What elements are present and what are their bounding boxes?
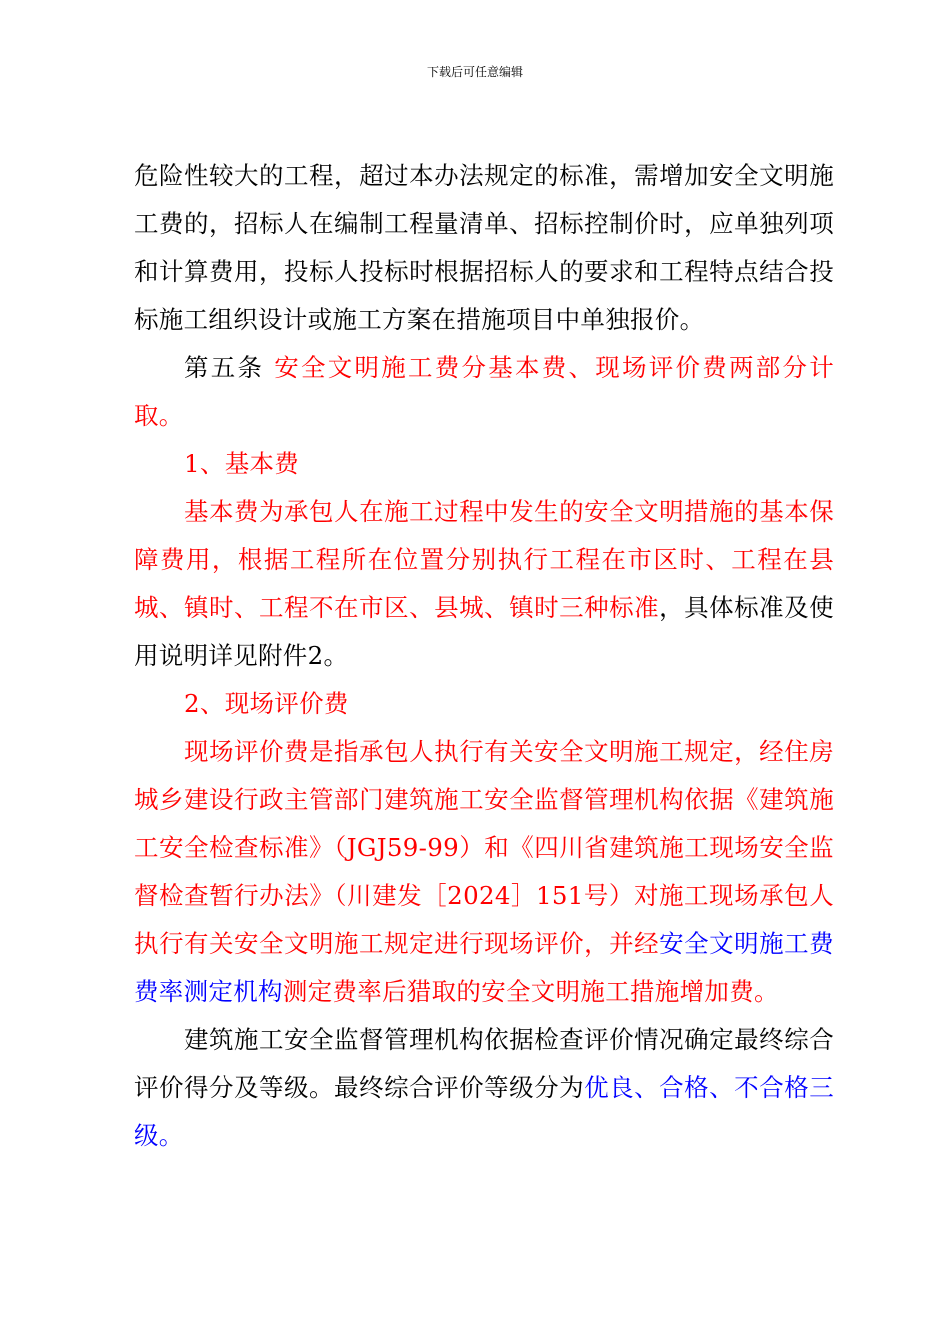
site-evaluation-text-2: 测定费率后猎取的安全文明施工措施增加费。 [282, 977, 779, 1006]
evaluation-grades: 优良、合格、不合格三级。 [134, 1073, 835, 1150]
site-evaluation-paragraph [134, 728, 834, 1016]
section-heading-text: 1、基本费 [184, 449, 300, 478]
document-body [134, 152, 834, 1160]
basic-fee-text: 基本费为承包人在施工过程中发生的安全文明措施的基本保障费用，根据工程所在位置分别执行工程在市区时、工程在县城、镇时、工程不在市区、县城、镇时三种标准 [134, 497, 834, 622]
basic-fee-paragraph [134, 488, 834, 680]
page-header: 下载后可任意编辑 [426, 65, 523, 79]
site-evaluation-agency: 安全文明施工费费率测定机构 [134, 929, 834, 1006]
basic-fee-note: ，具体标准及使用说明详见附件2。 [134, 593, 834, 670]
site-evaluation-text-1: 现场评价费是指承包人执行有关安全文明施工规定，经住房城乡建设行政主管部门建筑施工安全监督管理机构依据《建筑施工安全检查标准》（JGJ59-99）和《四川省建筑施工现场安全监督检查暂行办法》（川建发［2024］151号）对施工现场承包人执行有关安全文明施工规定进行现场评价，并经 [134, 737, 834, 958]
section-heading-text: 2、现场评价费 [184, 689, 349, 718]
final-evaluation-text: 建筑施工安全监督管理机构依据检查评价情况确定最终综合评价得分及等级。最终综合评价等级分为 [134, 1025, 834, 1102]
article-label: 第五条 [184, 353, 265, 382]
final-evaluation-paragraph [134, 1016, 834, 1160]
paragraph-text: 危险性较大的工程，超过本办法规定的标准，需增加安全文明施工费的，招标人在编制工程量清单、招标控制价时，应单独列项和计算费用，投标人投标时根据招标人的要求和工程特点结合投标施工组织设计或施工方案在措施项目中单独报价。 [134, 161, 834, 334]
paragraph-continuation [134, 152, 834, 344]
section-heading-site-evaluation-fee [134, 680, 834, 728]
article-five-paragraph [134, 344, 834, 440]
section-heading-basic-fee [134, 440, 834, 488]
article-text: 安全文明施工费分基本费、现场评价费两部分计取。 [134, 353, 835, 430]
